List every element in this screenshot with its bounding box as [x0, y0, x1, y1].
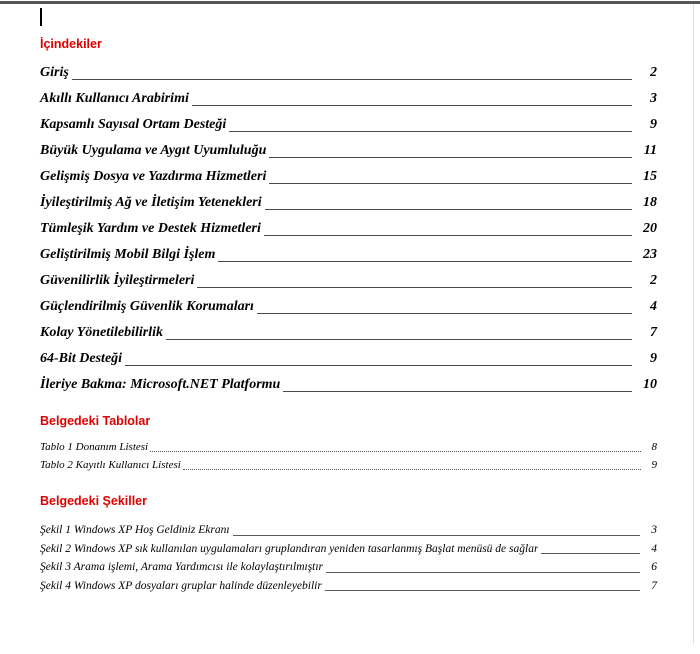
toc-entry[interactable] [40, 190, 657, 216]
toc-entry-label: Gelişmiş Dosya ve Yazdırma Hizmetleri [40, 169, 267, 184]
figure-entry-label: Şekil 1 Windows XP Hoş Geldiniz Ekranı [40, 524, 230, 536]
toc-entry-label: 64-Bit Desteği [40, 351, 123, 366]
toc-leader-line [269, 183, 632, 184]
figure-leader-line [326, 572, 640, 573]
toc-entry-label: Tümleşik Yardım ve Destek Hizmetleri [40, 221, 261, 236]
toc-entry-label: Güvenilirlik İyileştirmeleri [40, 273, 195, 288]
toc-page-number: 15 [643, 169, 657, 184]
toc-leader-line [229, 131, 632, 132]
toc-heading: İçindekiler [40, 37, 102, 51]
figures-list [40, 521, 657, 595]
toc-page-number: 7 [650, 325, 657, 340]
toc-entry-label: Kolay Yönetilebilirlik [40, 325, 164, 340]
table-entry[interactable] [40, 456, 657, 474]
figure-page-number: 6 [651, 561, 657, 573]
figure-entry[interactable] [40, 577, 657, 596]
table-entry-label: Tablo 2 Kayıtlı Kullanıcı Listesi [40, 459, 181, 471]
table-entry-label: Tablo 1 Donanım Listesi [40, 441, 149, 453]
figure-page-number: 3 [651, 524, 657, 536]
toc-leader-line [197, 287, 632, 288]
toc-leader-line [283, 391, 632, 392]
figure-page-number: 7 [651, 579, 657, 592]
text-cursor [40, 8, 42, 26]
figure-leader-line [541, 553, 640, 554]
figure-entry[interactable] [40, 558, 657, 577]
toc-page-number: 18 [643, 195, 657, 210]
toc-list [40, 60, 657, 398]
toc-leader-line [125, 365, 632, 366]
page-right-edge [693, 4, 694, 644]
toc-leader-line [264, 235, 632, 236]
toc-page-number: 9 [650, 351, 657, 366]
toc-page-number: 11 [643, 143, 657, 158]
figure-entry-label: Şekil 4 Windows XP dosyaları gruplar halinde düzenleyebilir [40, 579, 322, 592]
page-top-border [0, 1, 700, 4]
toc-page-number: 2 [650, 273, 657, 288]
tables-list [40, 438, 657, 474]
toc-leader-line [72, 79, 632, 80]
toc-page-number: 20 [643, 221, 657, 236]
toc-entry-label: İleriye Bakma: Microsoft.NET Platformu [40, 377, 281, 392]
toc-entry-label: Giriş [40, 65, 69, 80]
table-page-number: 9 [651, 459, 657, 471]
toc-leader-line [166, 339, 632, 340]
figure-leader-line [233, 535, 640, 536]
toc-entry-label: Büyük Uygulama ve Aygıt Uyumluluğu [40, 143, 267, 158]
toc-entry[interactable] [40, 112, 657, 138]
toc-entry[interactable] [40, 216, 657, 242]
toc-page-number: 23 [643, 247, 657, 262]
toc-entry[interactable] [40, 268, 657, 294]
toc-page-number: 2 [650, 65, 657, 80]
toc-entry[interactable] [40, 86, 657, 112]
figure-page-number: 4 [651, 542, 657, 555]
table-page-number: 8 [651, 441, 657, 453]
toc-entry[interactable] [40, 242, 657, 268]
toc-entry[interactable] [40, 294, 657, 320]
table-entry[interactable] [40, 438, 657, 456]
toc-entry[interactable] [40, 164, 657, 190]
toc-leader-line [192, 105, 632, 106]
toc-entry[interactable] [40, 346, 657, 372]
toc-entry[interactable] [40, 138, 657, 164]
toc-entry-label: İyileştirilmiş Ağ ve İletişim Yetenekleri [40, 195, 262, 210]
toc-leader-line [265, 209, 632, 210]
toc-entry[interactable] [40, 320, 657, 346]
toc-page-number: 3 [650, 91, 657, 106]
figure-entry-label: Şekil 3 Arama işlemi, Arama Yardımcısı ile kolaylaştırılmıştır [40, 561, 324, 573]
table-leader-dots [183, 469, 641, 470]
figures-heading: Belgedeki Şekiller [40, 494, 148, 508]
toc-page-number: 4 [650, 299, 657, 314]
figure-entry-label: Şekil 2 Windows XP sık kullanılan uygulamaları gruplandıran yeniden tasarlanmış Başlat menüsü de sağlar [40, 542, 539, 555]
toc-page-number: 9 [650, 117, 657, 132]
toc-leader-line [218, 261, 632, 262]
toc-entry-label: Akıllı Kullanıcı Arabirimi [40, 91, 189, 106]
figure-entry[interactable] [40, 540, 657, 559]
toc-entry[interactable] [40, 372, 657, 398]
toc-leader-line [269, 157, 632, 158]
toc-entry-label: Geliştirilmiş Mobil Bilgi İşlem [40, 247, 216, 262]
figure-entry[interactable] [40, 521, 657, 540]
table-leader-dots [150, 451, 641, 452]
toc-entry-label: Kapsamlı Sayısal Ortam Desteği [40, 117, 227, 132]
toc-page-number: 10 [643, 377, 657, 392]
toc-entry[interactable] [40, 60, 657, 86]
figure-leader-line [325, 590, 640, 591]
toc-entry-label: Güçlendirilmiş Güvenlik Korumaları [40, 299, 254, 314]
toc-leader-line [257, 313, 632, 314]
tables-heading: Belgedeki Tablolar [40, 414, 151, 428]
